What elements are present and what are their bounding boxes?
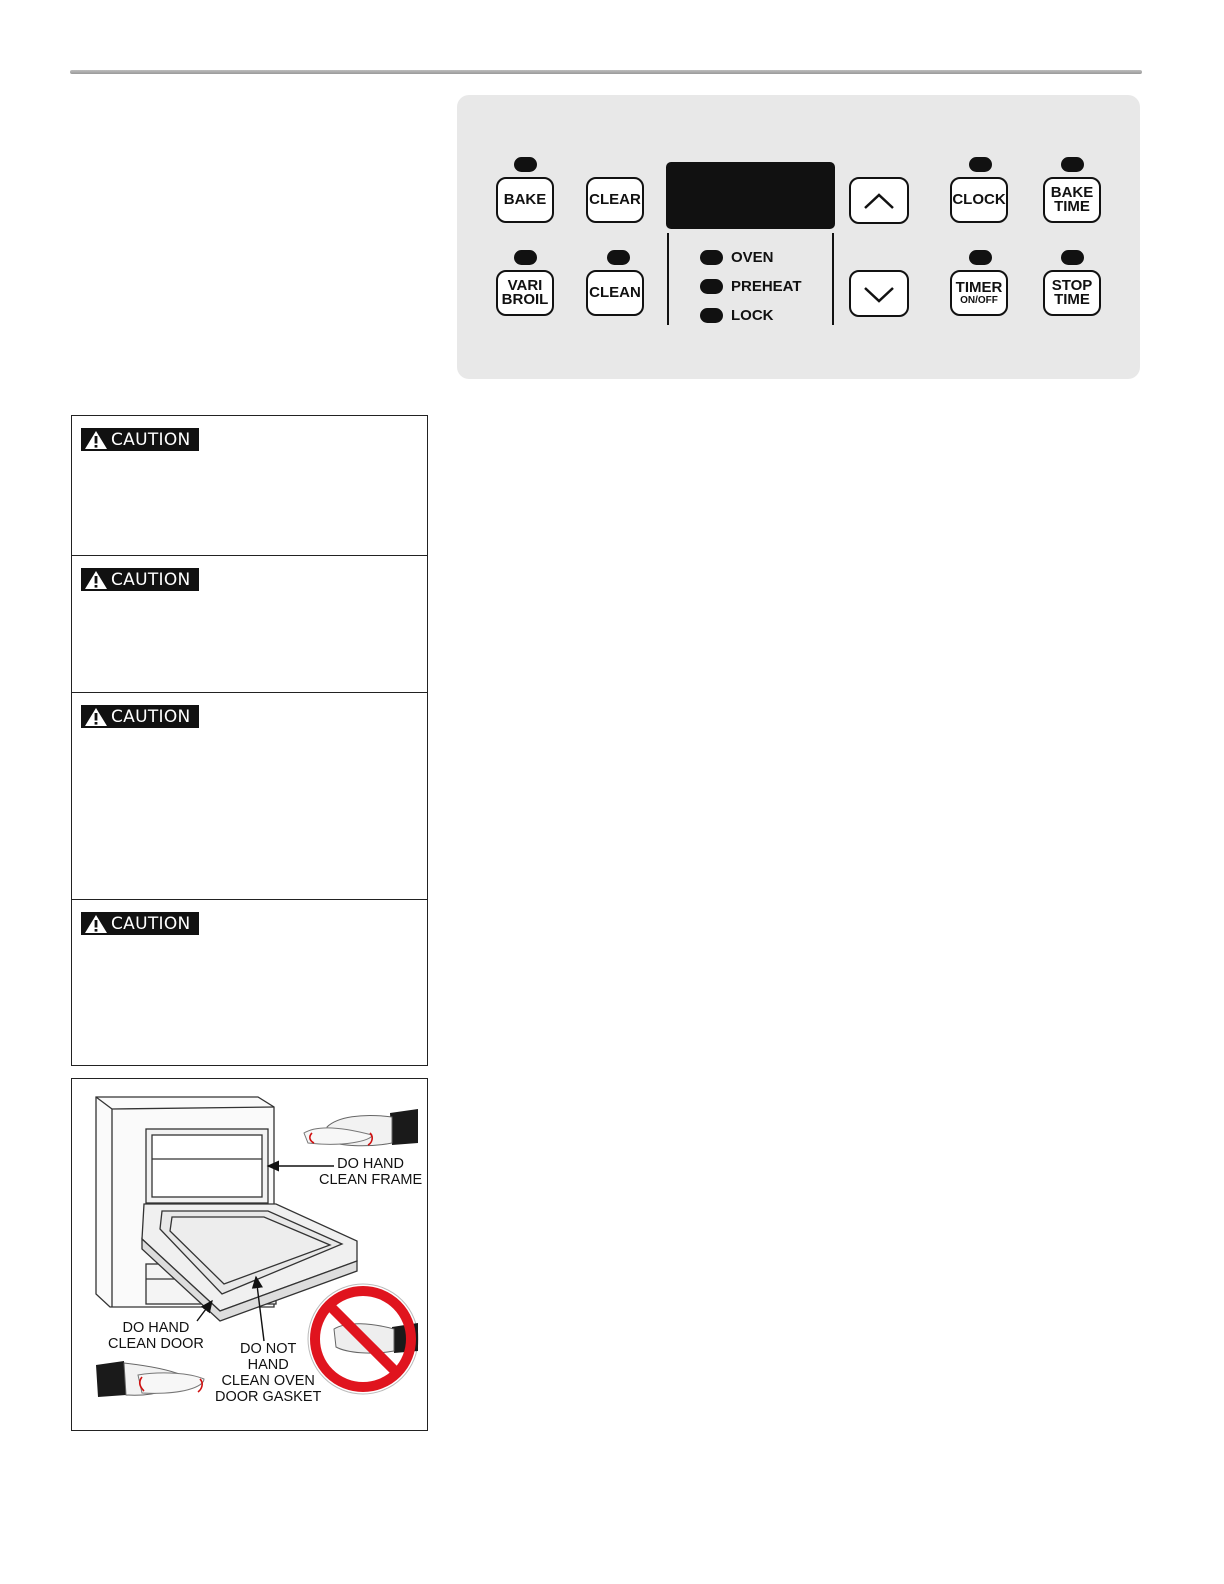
clean-button[interactable] — [586, 270, 644, 316]
lock-indicator-light — [700, 308, 723, 323]
warning-triangle-icon — [84, 570, 108, 590]
caution-box-3 — [71, 693, 428, 900]
caution-box-1 — [71, 415, 428, 556]
caution-badge — [81, 568, 199, 591]
caution-badge — [81, 912, 199, 935]
down-arrow-button[interactable] — [849, 270, 909, 317]
clean-frame-label — [319, 1156, 422, 1188]
clean-door-label — [108, 1320, 204, 1352]
stop-time-label-2: TIME — [1054, 291, 1090, 308]
clear-button[interactable] — [586, 177, 644, 223]
vari-broil-button[interactable] — [496, 270, 554, 316]
preheat-indicator-label: PREHEAT — [731, 278, 802, 295]
caution-badge — [81, 428, 199, 451]
warning-triangle-icon — [84, 430, 108, 450]
clean-frame-label-1: DO HAND — [337, 1156, 404, 1172]
oven-indicator-label: OVEN — [731, 249, 774, 266]
lock-indicator-label: LOCK — [731, 307, 774, 324]
gasket-warning-label — [215, 1341, 321, 1405]
header-rule — [70, 70, 1142, 74]
caution-box-4 — [71, 900, 428, 1066]
timer-button-label: TIMER — [955, 278, 1003, 296]
vari-broil-led — [514, 250, 537, 265]
bake-time-label-1: BAKE — [1050, 184, 1094, 201]
gasket-label-4: DOOR GASKET — [215, 1389, 322, 1405]
display-screen — [666, 162, 835, 229]
up-arrow-button[interactable] — [849, 177, 909, 224]
warning-triangle-icon — [84, 707, 108, 727]
vari-broil-label-2: BROIL — [501, 291, 549, 308]
chevron-up-icon — [862, 191, 896, 211]
oven-control-panel — [457, 95, 1140, 379]
stop-time-button[interactable] — [1043, 270, 1101, 316]
clean-door-label-1: DO HAND — [122, 1320, 190, 1336]
clear-button-label: CLEAR — [589, 191, 641, 208]
preheat-indicator — [700, 278, 802, 295]
timer-on-off-label: ON/OFF — [960, 294, 998, 306]
bake-time-button[interactable] — [1043, 177, 1101, 223]
caution-box-2 — [71, 556, 428, 693]
lock-indicator — [700, 307, 774, 324]
gasket-label-3: CLEAN OVEN — [221, 1373, 315, 1389]
caution-label: CAUTION — [111, 429, 191, 450]
bake-time-label-2: TIME — [1054, 198, 1090, 215]
clean-led — [607, 250, 630, 265]
vari-broil-label-1: VARI — [507, 277, 543, 294]
caution-label: CAUTION — [111, 706, 191, 727]
prohibit-icon — [308, 1284, 418, 1394]
caution-badge — [81, 705, 199, 728]
bake-led — [514, 157, 537, 172]
preheat-indicator-light — [700, 279, 723, 294]
caution-label: CAUTION — [111, 913, 191, 934]
bake-button-label: BAKE — [503, 191, 547, 208]
bake-time-led — [1061, 157, 1084, 172]
indicator-divider-right — [832, 233, 834, 325]
clock-led — [969, 157, 992, 172]
gasket-label-2: HAND — [247, 1357, 289, 1373]
warning-triangle-icon — [84, 914, 108, 934]
timer-button[interactable] — [950, 270, 1008, 316]
clean-door-label-2: CLEAN DOOR — [108, 1336, 204, 1352]
clock-button-label: CLOCK — [952, 191, 1006, 208]
clean-button-label: CLEAN — [589, 284, 641, 301]
gasket-label-1: DO NOT — [239, 1341, 297, 1357]
caution-column — [71, 415, 428, 1066]
clean-frame-label-2: CLEAN FRAME — [319, 1172, 423, 1188]
stop-time-led — [1061, 250, 1084, 265]
timer-led — [969, 250, 992, 265]
oven-indicator-light — [700, 250, 723, 265]
caution-label: CAUTION — [111, 569, 191, 590]
chevron-down-icon — [862, 284, 896, 304]
stop-time-label-1: STOP — [1051, 277, 1093, 294]
bake-button[interactable] — [496, 177, 554, 223]
clock-button[interactable] — [950, 177, 1008, 223]
oven-indicator — [700, 249, 774, 266]
oven-cleaning-figure — [71, 1078, 428, 1431]
indicator-divider-left — [667, 233, 669, 325]
